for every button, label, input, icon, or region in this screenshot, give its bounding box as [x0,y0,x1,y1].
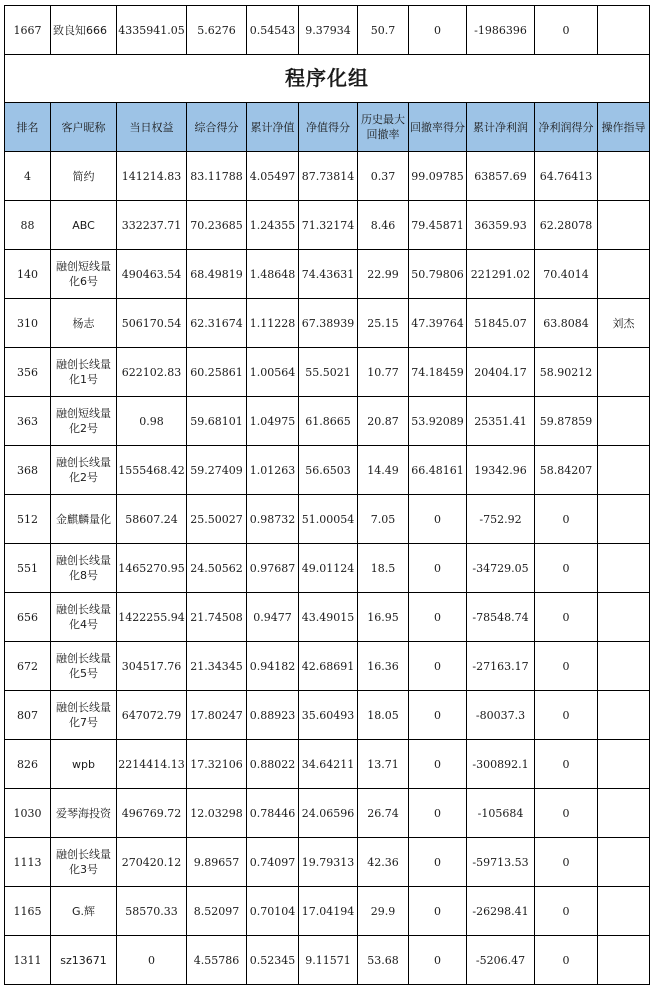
cell-equity: 0.98 [117,397,187,446]
cell-profit: -105684 [467,789,535,838]
cell-max-dd: 16.36 [358,642,409,691]
cell-equity: 622102.83 [117,348,187,397]
cell-dd-score: 0 [409,6,467,55]
cell-equity: 2214414.13 [117,740,187,789]
cell-rank: 310 [5,299,51,348]
cell-dd-score: 0 [409,887,467,936]
cell-profit: 19342.96 [467,446,535,495]
cell-rank: 1667 [5,6,51,55]
cell-rank: 656 [5,593,51,642]
cell-equity: 496769.72 [117,789,187,838]
section-title-row [5,55,650,103]
cell-profit-score: 0 [535,642,598,691]
table-row [5,446,650,495]
cell-max-dd: 25.15 [358,299,409,348]
cell-rank: 551 [5,544,51,593]
table-row [5,299,650,348]
cell-profit-score: 0 [535,887,598,936]
cell-nav: 0.74097 [247,838,299,887]
cell-dd-score: 0 [409,642,467,691]
cell-rank: 363 [5,397,51,446]
cell-nav-score: 24.06596 [299,789,358,838]
cell-score: 25.50027 [187,495,247,544]
cell-equity: 1465270.95 [117,544,187,593]
cell-nav: 0.54543 [247,6,299,55]
cell-nav: 1.48648 [247,250,299,299]
cell-max-dd: 20.87 [358,397,409,446]
cell-score: 21.34345 [187,642,247,691]
cell-guide [598,593,650,642]
cell-dd-score: 74.18459 [409,348,467,397]
cell-nav: 0.70104 [247,887,299,936]
cell-profit: -300892.1 [467,740,535,789]
cell-name: 金麒麟量化 [51,495,117,544]
cell-profit-score: 0 [535,936,598,985]
cell-equity: 490463.54 [117,250,187,299]
cell-max-dd: 22.99 [358,250,409,299]
cell-guide [598,397,650,446]
cell-dd-score: 0 [409,544,467,593]
cell-rank: 512 [5,495,51,544]
cell-max-dd: 16.95 [358,593,409,642]
cell-nav-score: 51.00054 [299,495,358,544]
cell-nav-score: 87.73814 [299,152,358,201]
cell-name: 杨志 [51,299,117,348]
cell-nav-score: 17.04194 [299,887,358,936]
cell-score: 5.6276 [187,6,247,55]
cell-profit: -34729.05 [467,544,535,593]
table-row [5,936,650,985]
cell-nav-score: 9.37934 [299,6,358,55]
cell-guide [598,642,650,691]
section-title: 程序化组 [5,55,650,103]
cell-name: 简约 [51,152,117,201]
cell-profit: -59713.53 [467,838,535,887]
cell-nav: 4.05497 [247,152,299,201]
cell-equity: 0 [117,936,187,985]
cell-profit-score: 58.84207 [535,446,598,495]
header-nav-score: 净值得分 [299,103,358,152]
header-score: 综合得分 [187,103,247,152]
cell-nav: 1.04975 [247,397,299,446]
ranking-table [4,5,650,985]
cell-equity: 1555468.42 [117,446,187,495]
cell-rank: 807 [5,691,51,740]
cell-rank: 140 [5,250,51,299]
cell-max-dd: 13.71 [358,740,409,789]
cell-name: 融创长线量化3号 [51,838,117,887]
cell-rank: 672 [5,642,51,691]
cell-max-dd: 7.05 [358,495,409,544]
table-row [5,348,650,397]
cell-max-dd: 42.36 [358,838,409,887]
cell-nav-score: 43.49015 [299,593,358,642]
cell-name: 融创短线量化2号 [51,397,117,446]
cell-max-dd: 18.05 [358,691,409,740]
cell-score: 59.68101 [187,397,247,446]
cell-nav-score: 34.64211 [299,740,358,789]
cell-name: 融创长线量化8号 [51,544,117,593]
cell-nav: 0.97687 [247,544,299,593]
cell-profit-score: 62.28078 [535,201,598,250]
top-partial-row [5,6,650,55]
header-guide: 操作指导 [598,103,650,152]
cell-dd-score: 66.48161 [409,446,467,495]
header-equity: 当日权益 [117,103,187,152]
cell-profit-score: 70.4014 [535,250,598,299]
table-row [5,201,650,250]
cell-guide [598,6,650,55]
table-row [5,250,650,299]
cell-nav: 1.24355 [247,201,299,250]
cell-name: G.辉 [51,887,117,936]
cell-profit-score: 0 [535,593,598,642]
cell-max-dd: 0.37 [358,152,409,201]
cell-dd-score: 50.79806 [409,250,467,299]
table-row [5,495,650,544]
cell-profit-score: 0 [535,495,598,544]
header-nav: 累计净值 [247,103,299,152]
cell-equity: 1422255.94 [117,593,187,642]
cell-max-dd: 10.77 [358,348,409,397]
cell-profit: 221291.02 [467,250,535,299]
table-row [5,887,650,936]
cell-profit: 51845.07 [467,299,535,348]
cell-score: 9.89657 [187,838,247,887]
cell-profit-score: 0 [535,6,598,55]
cell-name: ABC [51,201,117,250]
cell-dd-score: 53.92089 [409,397,467,446]
cell-score: 83.11788 [187,152,247,201]
cell-equity: 270420.12 [117,838,187,887]
cell-dd-score: 0 [409,838,467,887]
cell-dd-score: 0 [409,789,467,838]
cell-profit: -752.92 [467,495,535,544]
cell-name: wpb [51,740,117,789]
cell-rank: 368 [5,446,51,495]
cell-nav: 1.01263 [247,446,299,495]
cell-profit-score: 0 [535,691,598,740]
cell-equity: 58607.24 [117,495,187,544]
cell-profit: 20404.17 [467,348,535,397]
header-max-dd: 历史最大回撤率 [358,103,409,152]
cell-guide [598,691,650,740]
cell-nav: 0.52345 [247,936,299,985]
cell-nav-score: 56.6503 [299,446,358,495]
cell-rank: 1030 [5,789,51,838]
header-dd-score: 回撤率得分 [409,103,467,152]
cell-equity: 4335941.05 [117,6,187,55]
cell-profit-score: 64.76413 [535,152,598,201]
cell-dd-score: 47.39764 [409,299,467,348]
cell-score: 17.80247 [187,691,247,740]
cell-max-dd: 8.46 [358,201,409,250]
cell-name: 融创长线量化5号 [51,642,117,691]
cell-guide [598,887,650,936]
cell-profit-score: 0 [535,789,598,838]
cell-max-dd: 29.9 [358,887,409,936]
cell-guide [598,544,650,593]
cell-rank: 826 [5,740,51,789]
cell-nav: 0.88022 [247,740,299,789]
cell-guide [598,740,650,789]
cell-max-dd: 50.7 [358,6,409,55]
cell-rank: 1311 [5,936,51,985]
cell-nav: 0.9477 [247,593,299,642]
cell-nav-score: 55.5021 [299,348,358,397]
cell-dd-score: 0 [409,740,467,789]
header-row [5,103,650,152]
table-row [5,789,650,838]
cell-profit: 25351.41 [467,397,535,446]
cell-score: 59.27409 [187,446,247,495]
cell-profit: -80037.3 [467,691,535,740]
cell-profit: -78548.74 [467,593,535,642]
cell-profit-score: 0 [535,838,598,887]
cell-score: 4.55786 [187,936,247,985]
cell-name: sz13671 [51,936,117,985]
cell-nav-score: 19.79313 [299,838,358,887]
cell-name: 致良知666 [51,6,117,55]
cell-nav-score: 74.43631 [299,250,358,299]
cell-max-dd: 14.49 [358,446,409,495]
cell-nav: 0.94182 [247,642,299,691]
cell-dd-score: 0 [409,936,467,985]
header-profit-score: 净利润得分 [535,103,598,152]
cell-guide [598,250,650,299]
cell-nav-score: 67.38939 [299,299,358,348]
cell-dd-score: 0 [409,691,467,740]
cell-profit: 36359.93 [467,201,535,250]
cell-rank: 356 [5,348,51,397]
cell-guide [598,838,650,887]
cell-profit-score: 58.90212 [535,348,598,397]
cell-name: 融创长线量化1号 [51,348,117,397]
table-row [5,152,650,201]
cell-nav: 0.78446 [247,789,299,838]
cell-max-dd: 26.74 [358,789,409,838]
cell-guide [598,446,650,495]
cell-score: 62.31674 [187,299,247,348]
cell-max-dd: 18.5 [358,544,409,593]
cell-max-dd: 53.68 [358,936,409,985]
cell-nav: 0.98732 [247,495,299,544]
cell-score: 70.23685 [187,201,247,250]
cell-name: 融创短线量化6号 [51,250,117,299]
cell-profit: -5206.47 [467,936,535,985]
cell-name: 融创长线量化2号 [51,446,117,495]
cell-score: 8.52097 [187,887,247,936]
cell-score: 12.03298 [187,789,247,838]
cell-nav-score: 61.8665 [299,397,358,446]
header-profit: 累计净利润 [467,103,535,152]
cell-nav: 0.88923 [247,691,299,740]
cell-name: 融创长线量化4号 [51,593,117,642]
cell-profit-score: 0 [535,544,598,593]
cell-rank: 4 [5,152,51,201]
cell-nav-score: 49.01124 [299,544,358,593]
header-name: 客户昵称 [51,103,117,152]
table-row [5,642,650,691]
cell-guide [598,201,650,250]
cell-score: 21.74508 [187,593,247,642]
cell-guide [598,152,650,201]
cell-nav-score: 35.60493 [299,691,358,740]
cell-dd-score: 79.45871 [409,201,467,250]
cell-score: 24.50562 [187,544,247,593]
cell-profit: 63857.69 [467,152,535,201]
cell-nav: 1.00564 [247,348,299,397]
cell-score: 17.32106 [187,740,247,789]
table-row [5,838,650,887]
cell-equity: 304517.76 [117,642,187,691]
cell-profit-score: 59.87859 [535,397,598,446]
cell-dd-score: 0 [409,593,467,642]
cell-dd-score: 99.09785 [409,152,467,201]
cell-name: 融创长线量化7号 [51,691,117,740]
cell-profit: -26298.41 [467,887,535,936]
table-row [5,691,650,740]
cell-guide [598,495,650,544]
cell-nav: 1.11228 [247,299,299,348]
cell-equity: 141214.83 [117,152,187,201]
cell-nav-score: 71.32174 [299,201,358,250]
cell-rank: 1165 [5,887,51,936]
cell-profit-score: 63.8084 [535,299,598,348]
table-row [5,544,650,593]
cell-profit: -27163.17 [467,642,535,691]
cell-rank: 1113 [5,838,51,887]
table-row [5,397,650,446]
cell-profit-score: 0 [535,740,598,789]
cell-guide [598,936,650,985]
cell-name: 爱琴海投资 [51,789,117,838]
cell-equity: 58570.33 [117,887,187,936]
table-row [5,593,650,642]
cell-guide [598,348,650,397]
header-rank: 排名 [5,103,51,152]
cell-score: 68.49819 [187,250,247,299]
cell-nav-score: 42.68691 [299,642,358,691]
cell-guide: 刘杰 [598,299,650,348]
cell-guide [598,789,650,838]
cell-nav-score: 9.11571 [299,936,358,985]
cell-equity: 647072.79 [117,691,187,740]
table-row [5,740,650,789]
cell-equity: 506170.54 [117,299,187,348]
cell-equity: 332237.71 [117,201,187,250]
cell-dd-score: 0 [409,495,467,544]
cell-profit: -1986396 [467,6,535,55]
cell-score: 60.25861 [187,348,247,397]
cell-rank: 88 [5,201,51,250]
